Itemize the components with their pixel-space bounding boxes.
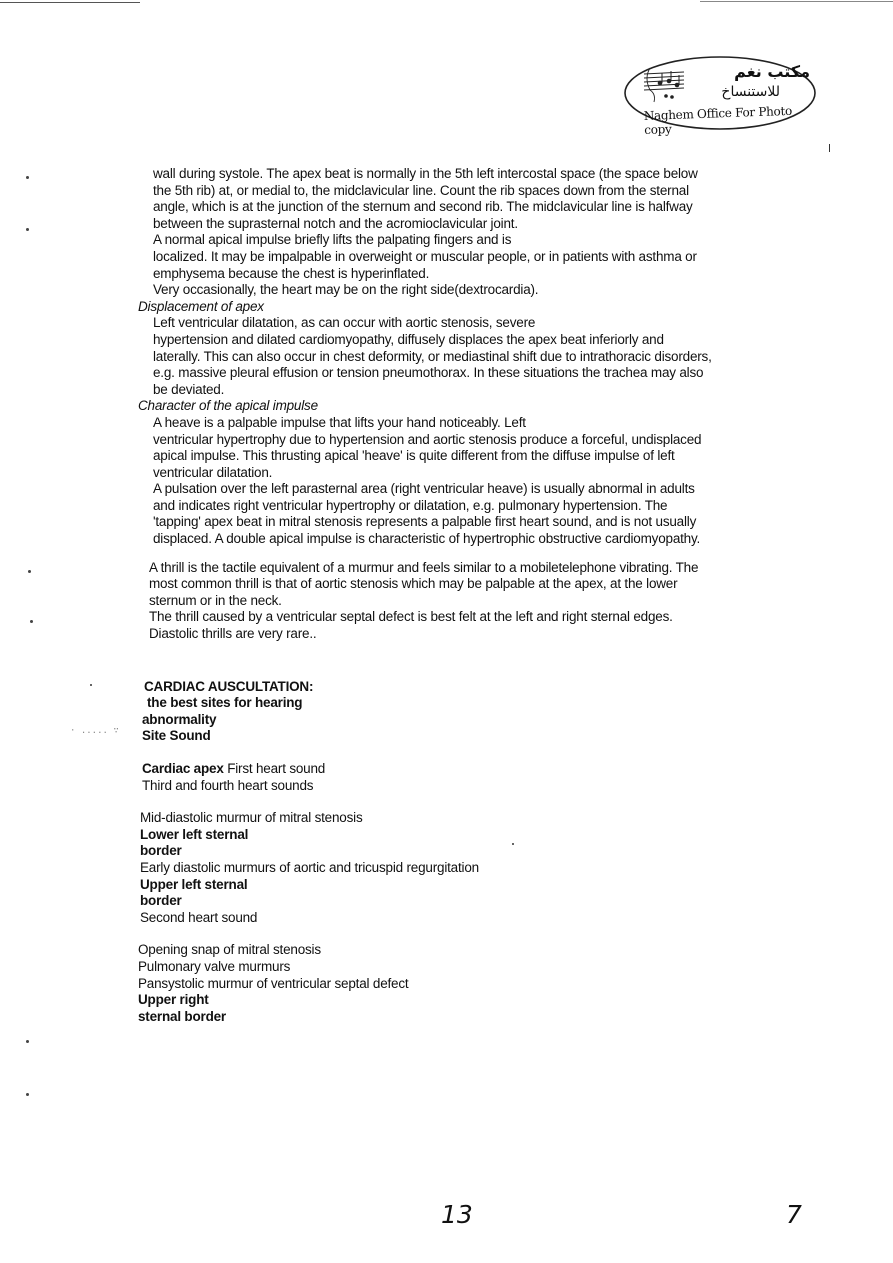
margin-hole-mark	[30, 620, 33, 623]
text-line: Diastolic thrills are very rare..	[149, 626, 317, 642]
paragraph-thrill	[149, 560, 778, 643]
margin-hole-mark	[26, 176, 29, 179]
auscultation-section	[138, 679, 778, 1026]
sound-label: Opening snap of mitral stenosis	[138, 942, 321, 958]
text-line: emphysema because the chest is hyperinflated.	[153, 265, 430, 281]
text-line: Very occasionally, the heart may be on the right side(dextrocardia).	[153, 282, 539, 298]
margin-hole-mark	[28, 570, 31, 573]
scan-edge-mark	[829, 144, 830, 152]
text-line: laterally. This can also occur in chest deformity, or mediastinal shift due to intrathoracic disorders,	[153, 348, 712, 364]
text-line: A thrill is the tactile equivalent of a murmur and feels similar to a mobiletelephone vibrating. The	[149, 559, 699, 575]
paragraph-displacement	[153, 315, 778, 398]
paragraph-apex-beat	[153, 166, 778, 299]
site-label: sternal border	[138, 1008, 226, 1024]
stamp-arabic-line2: للاستنساخ	[721, 84, 780, 100]
text-line: wall during systole. The apex beat is normally in the 5th left intercostal space (the space below	[153, 166, 698, 181]
section-heading-displacement: Displacement of apex	[138, 298, 264, 314]
site-cardiac-apex	[138, 761, 778, 778]
site-label: Lower left sternal	[140, 826, 249, 842]
text-line: A normal apical impulse briefly lifts the palpating fingers and is	[153, 232, 512, 248]
page-number: 13	[441, 1200, 473, 1229]
text-line: 'tapping' apex beat in mitral stenosis represents a palpable first heart sound, and is not usually	[153, 514, 697, 530]
sound-label: Third and fourth heart sounds	[142, 777, 314, 793]
scan-top-edge	[0, 0, 893, 4]
document-body	[138, 166, 778, 1025]
text-line: hypertension and dilated cardiomyopathy, diffusely displaces the apex beat inferiorly and	[153, 331, 664, 347]
text-line: The thrill caused by a ventricular septal defect is best felt at the left and right sternal edges.	[149, 609, 673, 625]
site-label: border	[140, 843, 182, 859]
auscultation-title: CARDIAC AUSCULTATION:	[144, 678, 314, 694]
table-header: Site Sound	[142, 728, 211, 744]
text-line: and indicates right ventricular hypertrophy or dilatation, e.g. pulmonary hypertension. The	[153, 497, 668, 513]
auscultation-subtitle: abnormality	[142, 711, 217, 727]
scan-speck	[90, 684, 92, 686]
auscultation-subtitle: the best sites for hearing	[147, 695, 303, 711]
site-label: Cardiac apex	[142, 761, 224, 776]
text-line: localized. It may be impalpable in overweight or muscular people, or in patients with asthma or	[153, 248, 697, 264]
text-line: angle, which is at the junction of the sternum and second rib. The midclavicular line is halfway	[153, 199, 693, 215]
text-line: most common thrill is that of aortic stenosis which may be palpable at the apex, at the lower	[149, 576, 678, 592]
sound-label: Mid-diastolic murmur of mitral stenosis	[140, 810, 363, 826]
section-heading-character: Character of the apical impulse	[138, 398, 318, 414]
sound-label: First heart sound	[223, 761, 326, 776]
margin-scribble: · ..... ∵	[70, 726, 119, 736]
text-line: displaced. A double apical impulse is characteristic of hypertrophic obstructive cardiomyopathy.	[153, 531, 701, 547]
text-line: e.g. massive pleural effusion or tension pneumothorax. In these situations the trachea may also	[153, 365, 704, 381]
site-label: border	[140, 893, 182, 909]
text-line: be deviated.	[153, 381, 225, 397]
margin-hole-mark	[26, 1093, 29, 1096]
text-line: the 5th rib) at, or medial to, the midclavicular line. Count the rib spaces down from the sternal	[153, 182, 689, 198]
sound-label: Early diastolic murmurs of aortic and tricuspid regurgitation	[140, 859, 479, 875]
site-label: Upper right	[138, 992, 209, 1008]
text-line: between the suprasternal notch and the acromioclavicular joint.	[153, 215, 518, 231]
sound-label: Pansystolic murmur of ventricular septal defect	[138, 975, 409, 991]
stamp-english-text: Naghem Office For Photo copy	[643, 103, 793, 137]
text-line: A pulsation over the left parasternal area (right ventricular heave) is usually abnormal in adults	[153, 481, 695, 497]
text-line: Left ventricular dilatation, as can occur with aortic stenosis, severe	[153, 315, 536, 331]
photocopy-office-stamp	[622, 54, 818, 137]
text-line: apical impulse. This thrusting apical 'heave' is quite different from the diffuse impulse of left	[153, 448, 675, 464]
sound-label: Pulmonary valve murmurs	[138, 958, 291, 974]
site-label: Upper left sternal	[140, 876, 248, 892]
handwritten-page-number: 7	[786, 1200, 802, 1229]
stamp-arabic-line1: مكتب نغم	[734, 62, 810, 81]
text-line: sternum or in the neck.	[149, 592, 282, 608]
sound-label: Second heart sound	[140, 909, 258, 925]
stamp-arabic-text	[692, 62, 810, 102]
paragraph-heave	[153, 415, 778, 548]
margin-hole-mark	[26, 1040, 29, 1043]
text-line: ventricular dilatation.	[153, 464, 273, 480]
text-line: ventricular hypertrophy due to hypertension and aortic stenosis produce a forceful, undisplaced	[153, 431, 702, 447]
text-line: A heave is a palpable impulse that lifts your hand noticeably. Left	[153, 414, 526, 430]
margin-hole-mark	[26, 228, 29, 231]
